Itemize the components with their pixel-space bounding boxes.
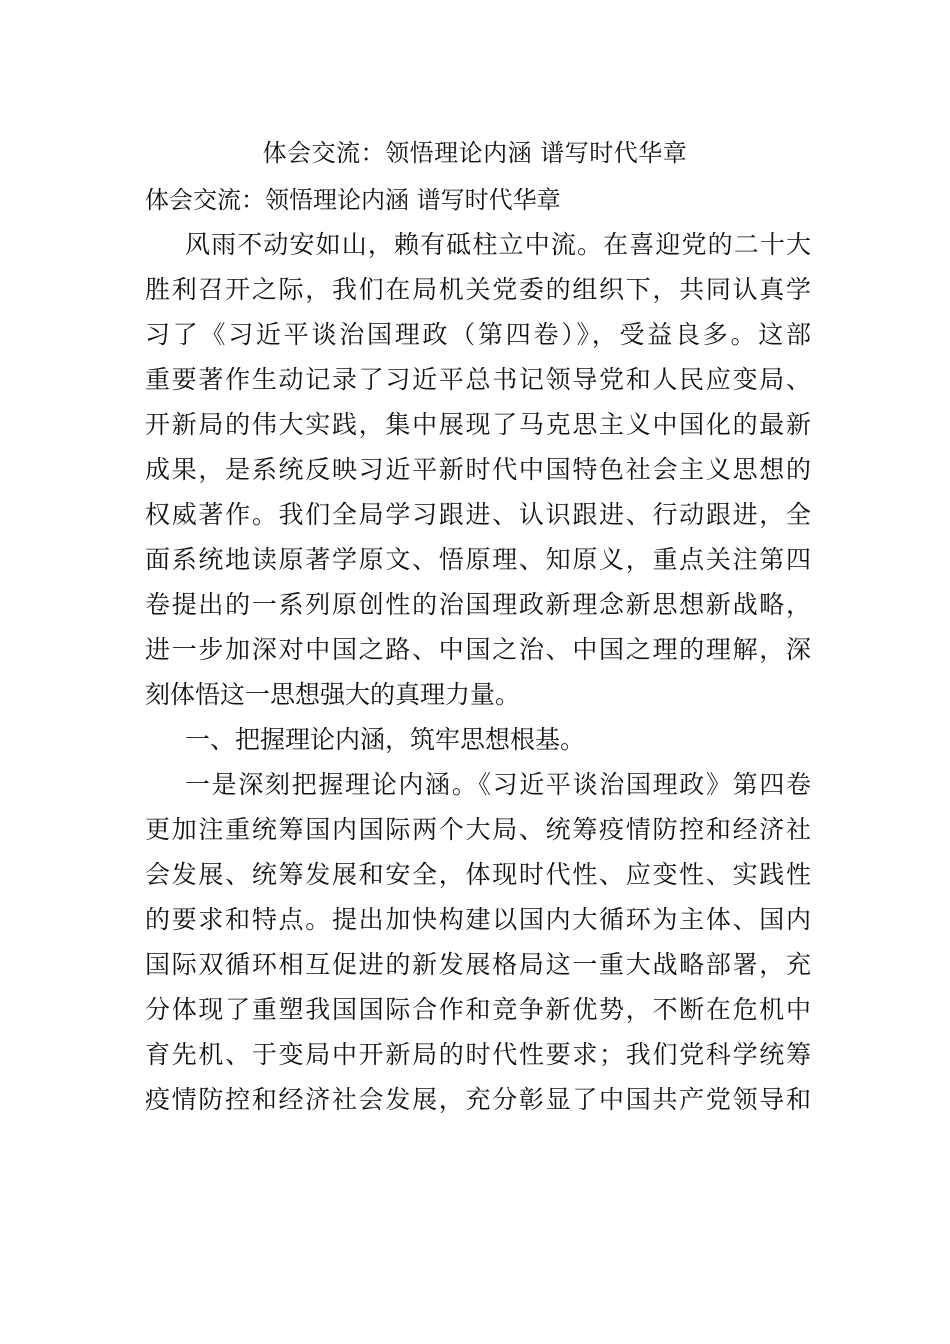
paragraph-1-line-6: 成果，是系统反映习近平新时代中国特色社会主义思想的: [145, 455, 811, 484]
paragraph-1-line-3: 习了《习近平谈治国理政（第四卷）》，受益良多。这部: [145, 320, 811, 349]
document-body: [145, 180, 811, 1125]
document-title: 体会交流：领悟理论内涵 谱写时代华章: [262, 139, 688, 167]
paragraph-2-line-3: 会发展、统筹发展和安全，体现时代性、应变性、实践性: [145, 860, 811, 889]
paragraph-2-line-4: 的要求和特点。提出加快构建以国内大循环为主体、国内: [145, 905, 811, 934]
paragraph-1-line-2: 胜利召开之际，我们在局机关党委的组织下，共同认真学: [145, 275, 811, 304]
paragraph-2-line-2: 更加注重统筹国内国际两个大局、统筹疫情防控和经济社: [145, 815, 811, 844]
section-heading-1: 一、把握理论内涵，筑牢思想根基。: [185, 725, 586, 754]
subtitle-line: 体会交流：领悟理论内涵 谱写时代华章: [145, 186, 561, 214]
paragraph-1-line-11: 刻体悟这一思想强大的真理力量。: [145, 680, 521, 709]
paragraph-1-line-9: 卷提出的一系列原创性的治国理政新理念新思想新战略，: [145, 590, 811, 619]
paragraph-1-line-4: 重要著作生动记录了习近平总书记领导党和人民应变局、: [145, 365, 811, 394]
paragraph-2-line-8: 疫情防控和经济社会发展，充分彰显了中国共产党领导和: [145, 1085, 811, 1114]
paragraph-2-line-7: 育先机、于变局中开新局的时代性要求；我们党科学统筹: [145, 1040, 811, 1069]
paragraph-2-line-6: 分体现了重塑我国国际合作和竞争新优势，不断在危机中: [145, 995, 811, 1024]
paragraph-2-line-5: 国际双循环相互促进的新发展格局这一重大战略部署，充: [145, 950, 811, 979]
paragraph-1-line-1: 风雨不动安如山，赖有砥柱立中流。在喜迎党的二十大: [185, 230, 811, 259]
paragraph-1-line-7: 权威著作。我们全局学习跟进、认识跟进、行动跟进，全: [145, 500, 811, 529]
paragraph-1-line-10: 进一步加深对中国之路、中国之治、中国之理的理解，深: [145, 635, 811, 664]
paragraph-1-line-8: 面系统地读原著学原文、悟原理、知原义，重点关注第四: [145, 545, 811, 574]
paragraph-1-line-5: 开新局的伟大实践，集中展现了马克思主义中国化的最新: [145, 410, 811, 439]
paragraph-2-line-1: 一是深刻把握理论内涵。《习近平谈治国理政》第四卷: [185, 770, 811, 799]
